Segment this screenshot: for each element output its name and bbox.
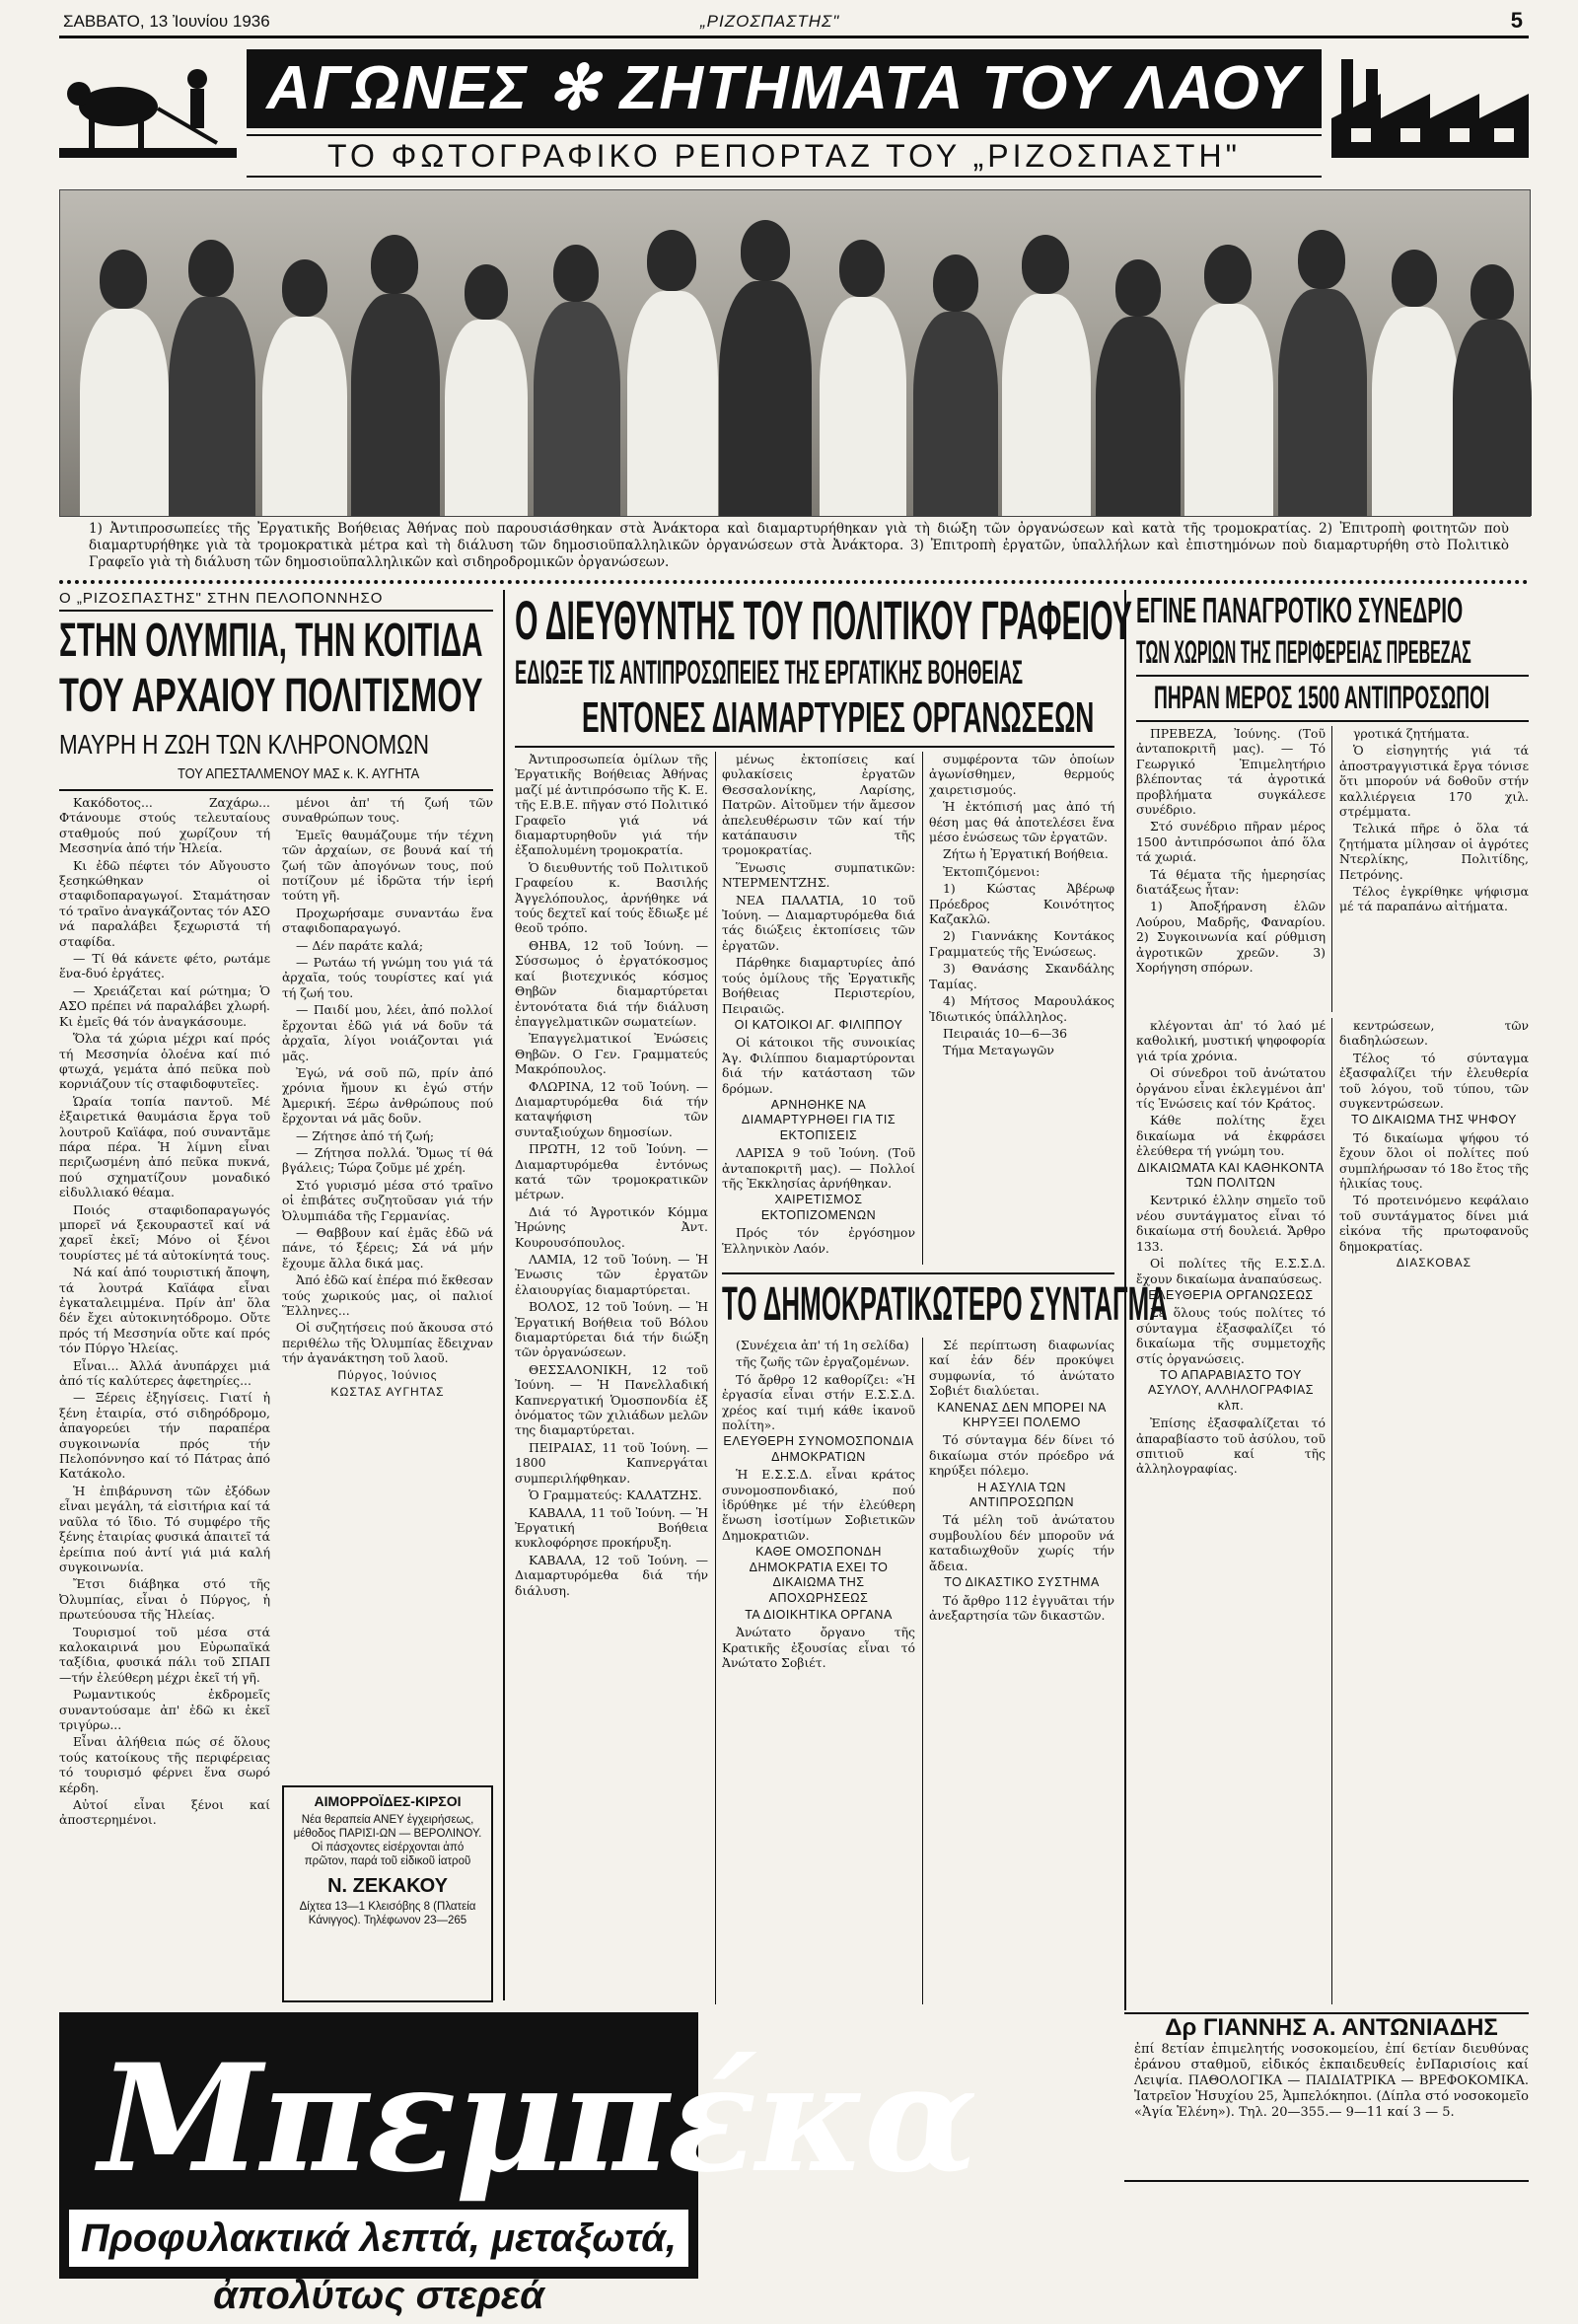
paragraph: Πρός τόν ἐργόσημον Ἑλληνικὸν Λαόν. — [722, 1225, 915, 1256]
paragraph: τῆς ζωῆς τῶν ἐργαζομένων. — [736, 1354, 910, 1370]
paragraph: Ἡ ἐκτόπισή μας ἀπό τή θέση μας θά ἀποτελέσει ἕνα μέσο ἑνώσεως τῶν ἐργατῶν. — [929, 799, 1114, 845]
article1-kicker: Ο „ΡΙΖΟΣΠΑΣΤΗΣ" ΣΤΗΝ ΠΕΛΟΠΟΝΝΗΣΟ — [59, 590, 384, 607]
subheading: ΔΙΚΑΙΩΜΑΤΑ ΚΑΙ ΚΑΘΗΚΟΝΤΑ ΤΩΝ ΠΟΛΙΤΩΝ — [1137, 1160, 1325, 1191]
paragraph: Πάρθηκε διαμαρτυρίες ἀπό τούς ὁμίλους τῆς Ἐργατικῆς Βοήθειας Περιστερίου, Πειραιῶς. — [722, 955, 915, 1016]
farmer-plowing-illustration — [59, 49, 237, 158]
paragraph: ΚΑΒΑΛΑ, 11 τοῦ Ἰούνη. — Ἡ Ἐργατική Βοήθεια κυκλοφόρησε προκήρυξη. — [515, 1504, 708, 1551]
article2-headline-box-3 — [582, 693, 1095, 742]
paragraph: κλέγονται ἀπ' τό λαό μέ καθολική, μυστική ψηφοφορία γιά τρία χρόνια. — [1136, 1018, 1326, 1063]
ad-bebeka-tagline: Προφυλακτικά λεπτά, μεταξωτά, ἀπολύτως στερεά — [69, 2210, 688, 2267]
paragraph: Κακόδοτος... Ζαχάρω... Φτάνουμε στούς τελευταίους σταθμούς πού χωρίζουν τή Μεσσηνία ἀπό τήν Ἠλεία. — [59, 795, 270, 856]
paragraph: Ἐπαγγελματικοί Ἐνώσεις Θηβῶν. Ο Γεν. Γραμματεύς Μακρόπουλος. — [515, 1031, 708, 1077]
article1-column-2 — [282, 795, 493, 1772]
group-photograph — [59, 189, 1531, 517]
paragraph: ΛΑΡΙΣΑ 9 τοῦ Ἰούνη. (Τοῦ ἀνταποκριτῆ μας). — Πολλοί τῆς Ἐκκλησίας ἀρνήθηκαν. — [722, 1145, 915, 1191]
paragraph: 1) Ἀποξήρανση ἑλῶν Λούρου, Μαδρῆς, Φαναρίου. 2) Συγκοινωνία καί ρύθμιση ἀγροτικῶν χρεῶν. 3) Χορήγηση σπόρων. — [1136, 899, 1326, 976]
paragraph: ΚΑΝΕΝΑΣ ΔΕΝ ΜΠΟΡΕΙ ΝΑ ΚΗΡΥΞΕΙ ΠΟΛΕΜΟ — [937, 1400, 1107, 1430]
paragraph: Προχωρήσαμε συναντάω ἕνα σταφιδοπαραγωγό. — [282, 905, 493, 936]
column-rule — [922, 1338, 923, 2004]
article3-headline-box-2 — [1136, 633, 1529, 671]
paragraph: — Παιδί μου, λέει, ἀπό πολλοί ἔρχονται ἐδῶ γιά νά δοῦν τά ἀρχαῖα, λίγοι νοιάζονται γιά μᾶς. — [282, 1002, 493, 1063]
article4-column-1 — [722, 1338, 915, 2004]
paragraph: Εἶναι ἀλήθεια πώς σέ ὅλους τούς κατοίκους τῆς περιφέρειας τό τουρισμό φέρνει ἕνα σωρό κέρδη. — [59, 1734, 270, 1795]
paragraph: Ὁ διευθυντής τοῦ Πολιτικοῦ Γραφείου κ. Βασιλής Ἀγγελόπουλος, ἀρνήθηκε νά τούς δεχτεῖ καί τούς ἔδιωξε μέ θεοῦ τρόπο. — [515, 859, 708, 936]
paragraph: ΒΟΛΟΣ, 12 τοῦ Ἰούνη. — Ἡ Ἐργατική Βοήθεια τοῦ Βόλου διαμαρτύρεται διά τήν διώξη τῶν ὀργανώσεων. — [515, 1299, 708, 1360]
article3-column-3 — [1136, 1018, 1326, 2004]
paragraph: Οἱ σύνεδροι τοῦ ἀνώτατου ὀργάνου εἶναι ἐκλεγμένοι ἀπ' τίς Ἑνώσεις καί τόν Κράτος. — [1136, 1065, 1326, 1112]
column-rule — [1331, 1018, 1332, 2004]
paragraph: κεντρώσεων, τῶν διαδηλώσεων. — [1339, 1018, 1529, 1049]
paragraph: — Ζήτησε ἀπό τή ζωή; — [296, 1127, 434, 1143]
article2-headline-box-2 — [515, 653, 1114, 692]
paragraph: ΚΑΘΕ ΟΜΟΣΠΟΝΔΗ ΔΗΜΟΚΡΑΤΙΑ ΕΧΕΙ ΤΟ ΔΙΚΑΙΩΜΑ ΤΗΣ ΑΠΟΧΩΡΗΣΕΩΣ — [749, 1545, 889, 1605]
paragraph: ΧΑΙΡΕΤΙΣΜΟΣ ΕΚΤΟΠΙΖΟΜΕΝΩΝ — [760, 1193, 877, 1222]
article4-headline: ΤΟ ΔΗΜΟΚΡΑΤΙΚΩΤΕΡΟ ΣΥΝΤΑΓΜΑ — [722, 1278, 1168, 1331]
paragraph: Στό γυρισμό μέσα στό τραῖνο οἱ ἐπιβάτες συζητοῦσαν γιά τήν Ὀλυμπιάδα τῆς Γερμανίας. — [282, 1177, 493, 1223]
paragraph: Ἀνώτατο ὄργανο τῆς Κρατικῆς ἐξουσίας εἶναι τό Ἀνώτατο Σοβιέτ. — [722, 1625, 915, 1671]
article1-subheadline: ΜΑΥΡΗ Η ΖΩΗ ΤΩΝ ΚΛΗΡΟΝΟΜΩΝ — [59, 729, 430, 760]
paragraph: 2) Γιαννάκης Κοντάκος Γραμματεύς τῆς Ἐνώσεως. — [929, 928, 1114, 959]
paragraph: ΤΟ ΔΙΚΑΣΤΙΚΟ ΣΥΣΤΗΜΑ — [944, 1575, 1100, 1590]
article2-column-3 — [929, 752, 1114, 1265]
paragraph: Τουρισμοί τοῦ μέσα στά καλοκαιρινά μου Εὐρωπαϊκά ταξίδια, φυσικά πάλι τοῦ ΣΠΑΠ —τήν ἐλεύθερη μέχρι ἐκεῖ τή γῆ. — [59, 1624, 270, 1685]
paragraph: Ποιός σταφιδοπαραγωγός μπορεῖ νά ξεκουραστεῖ καί νά χαρεῖ ἐκεῖ; Μόνο οἱ ξένοι τουρίστες μέ τά αὐτοκίνητά τους. — [59, 1201, 270, 1263]
paragraph: ΠΕΙΡΑΙΑΣ, 11 τοῦ Ἰούνη. — 1800 Καπνεργάται συμπεριλήφθηκαν. — [515, 1439, 708, 1486]
ad-doctor — [1134, 2014, 1529, 2178]
paragraph: Ἐκτοπιζόμενοι: — [943, 863, 1040, 879]
paragraph: ΚΑΒΑΛΑ, 12 τοῦ Ἰούνη. — Διαμαρτυρόμεθα διά τήν διάλυση. — [515, 1552, 708, 1598]
paragraph: Ἐπίσης ἐξασφαλίζεται τό ἀπαραβίαστο τοῦ ἀσύλου, τοῦ σπιτιοῦ καί τῆς ἀλληλογραφίας. — [1136, 1416, 1326, 1477]
article3-column-4 — [1339, 1018, 1529, 2004]
paragraph: Ἐμεῖς θαυμάζουμε τήν τέχνη τῶν ἀρχαίων, σε βουνά καί τή ζωή τῶν ἀπογόνων τους, πού ποτίζουν μέ ἱδρῶτα τήν ἱερή τούτη γῆ. — [282, 827, 493, 904]
rule — [1136, 720, 1529, 722]
paragraph: Τό ἄρθρο 12 καθορίζει: «Ἡ ἐργασία εἶναι στήν Ε.Σ.Σ.Δ. χρέος καί τιμή κάθε ἱκανοῦ πολίτη». — [722, 1371, 915, 1433]
paragraph: ΤΑ ΔΙΟΙΚΗΤΙΚΑ ΟΡΓΑΝΑ — [745, 1607, 893, 1622]
paragraph: μένως ἐκτοπίσεις καί φυλακίσεις ἐργατῶν Θεσσαλονίκης, Λαρίσης, Πατρῶν. Αἰτοῦμεν τήν ἄμεσον ἀπελευθέρωσιν τῶν καί τήν κατάπαυσιν τῆς τρομοκρατίας. — [722, 752, 915, 858]
paragraph: ΚΩΣΤΑΣ ΑΥΓΗΤΑΣ — [330, 1385, 445, 1400]
ad-hemorrhoids — [282, 1785, 493, 2002]
photo-caption: 1) Ἀντιπροσωπείες τῆς Ἐργατικῆς Βοήθειας Ἀθήνας ποὺ παρουσιάσθηκαν στὰ Ἀνάκτορα καὶ διαμαρτυρήθηκαν γιὰ τὴ διώξη τῶν ὀργανώσεων καὶ κατὰ τῆς τρομοκρατίας. 2) Ἐπιτροπὴ φοιτητῶν ποὺ διαμαρτυρήθηκε γιὰ τὰ τρομοκρατικὰ μέτρα καὶ τὴ διάλυση τῶν δημοσιοϋπαλληλικῶν ὀργανώσεων στὰ Ἀνάκτορα. 3) Ἐπιτροπὴ ἐργατῶν, ὑπαλλήλων καὶ ἐπιστημόνων ποὺ διαμαρτυρήθη στὸ Πολιτικὸ Γραφεῖο γιὰ τὴ διάλυση τῶν δημοσιοϋπαλληλικῶν καὶ σιδηροδρομικῶν ὀργανώσεων. — [89, 521, 1509, 570]
rule — [1136, 675, 1529, 677]
paragraph: Ἕνωσις συμπατικῶν: ΝΤΕΡΜΕΝΤΖΗΣ. — [722, 859, 915, 891]
paragraph: Τό δικαίωμα ψήφου τό ἔχουν ὅλοι οἱ πολίτες πού συμπλήρωσαν τό 18ο ἔτος τῆς ἡλικίας τους. — [1339, 1129, 1529, 1192]
article1-headline-box — [59, 614, 493, 669]
article2-headline: Ο ΔΙΕΥΘΥΝΤΗΣ ΤΟΥ ΠΟΛΙΤΙΚΟΥ ΓΡΑΦΕΙΟΥ — [515, 589, 1132, 651]
paragraph: Κάθε πολίτης ἔχει δικαίωμα νά ἐκφράσει ἐλεύθερα τή γνώμη του. — [1136, 1113, 1326, 1159]
article3-column-1 — [1136, 726, 1326, 1012]
paragraph: Ἀπό ἐδῶ καί ἐπέρα πιό ἔκθεσαν τούς χωρικούς μας, οἱ παλιοί Ἕλληνες... — [282, 1272, 493, 1318]
article1-subheadline-box — [59, 728, 493, 762]
subheading: ΕΛΕΥΘΕΡΙΑ ΟΡΓΑΝΩΣΕΩΣ — [1148, 1287, 1314, 1302]
paragraph: Τελικά πῆρε ὁ ὅλα τά ζητήματα μίλησαν οἱ ἀγρότες Ντερλίκης, Πολιτίδης, Πετρόνης. — [1339, 821, 1529, 882]
ad-hemorrhoids-address: Δίχτεα 13—1 Κλεισόβης 8 (Πλατεία Κάνιγγος). Τηλέφωνον 23—265 — [299, 1901, 476, 1926]
paragraph: ΛΑΜΙΑ, 12 τοῦ Ἰούνη. — Ἡ Ἐνωσις τῶν ἐργατῶν ἐλαιουργίας διαμαρτύρεται. — [515, 1252, 708, 1297]
paragraph: Τέλος ἐγκρίθηκε ψήφισμα μέ τά παραπάνω αἰτήματα. — [1339, 884, 1529, 914]
paragraph: 4) Μήτσος Μαρουλάκος Ἰδιωτικός ὑπάλληλος. — [929, 993, 1114, 1024]
paper-name: „ΡΙΖΟΣΠΑΣΤΗΣ" — [700, 12, 840, 31]
paragraph: Νά καί ἀπό τουριστική ἄποψη, τά λουτρά Καϊάφα εἶναι ἐγκαταλειμμένα. Πρίν ἀπ' ὅλα δέν ἔχει αὐτοκινητόδρομο. Οὔτε πρός τή Μεσσηνία οὔτε καί πρός τόν Πύργο Ἠλείας. — [59, 1265, 270, 1356]
paragraph: Ὁ Γραμματεύς: ΚΑΛΑΤΖΗΣ. — [529, 1488, 702, 1503]
paragraph: Σέ ὅλους τούς πολίτες τό σύνταγμα ἐξασφαλίζει τό δικαίωμα τῆς συμμετοχῆς στίς ὀργανώσεις. — [1136, 1305, 1326, 1366]
factory-illustration — [1331, 49, 1529, 158]
column-rule — [503, 590, 505, 2000]
section-subtitle: ΤΟ ΦΩΤΟΓΡΑΦΙΚΟ ΡΕΠΟΡΤΑΖ ΤΟΥ „ΡΙΖΟΣΠΑΣΤΗ" — [247, 134, 1322, 178]
column-rule — [715, 752, 716, 2004]
ad-hemorrhoids-doctor: Ν. ΖΕΚΑΚΟΥ — [327, 1875, 448, 1897]
paragraph: ΑΡΝΗΘΗΚΕ ΝΑ ΔΙΑΜΑΡΤΥΡΗΘΕΙ ΓΙΑ ΤΙΣ ΕΚΤΟΠΙΣΕΙΣ — [741, 1097, 897, 1142]
ad-hemorrhoids-title: ΑΙΜΟΡΡΟΪΔΕΣ-ΚΙΡΣΟΙ — [314, 1793, 462, 1809]
ad-doctor-text: ἐπί 8ετίαν ἐπιμελητής νοσοκομείου, ἐπί 6ετίαν διευθύνας ἐράνου σταθμοῦ, εἰδικός ἐκπαιδευθείς ἐνΠαρισίοις καί Λειψία. ΠΑΘΟΛΟΓΙΚΑ — ΠΑΙΔΙΑΤΡΙΚΑ — ΒΡΕΦΟΚΟΜΙΚΑ. Ἰατρεῖον Ἡσυχίου 25, Ἀμπελόκηποι. (Δίπλα στό νοσοκομεῖο «Ἁγία Ἑλένη»). Τηλ. 20—355.— 9—11 καί 3 — 5. — [1134, 2042, 1529, 2120]
section-title: ΑΓΩΝΕΣ ✻ ΖΗΤΗΜΑΤΑ ΤΟΥ ΛΑΟΥ — [247, 49, 1322, 128]
article1-byline-box — [178, 765, 493, 785]
paragraph: Σέ περίπτωση διαφωνίας καί ἐάν δέν προκύψει συμφωνία, τό ἀνώτατο Σοβιέτ διαλύεται. — [929, 1338, 1114, 1399]
column-rule — [1124, 590, 1126, 2010]
ad-hemorrhoids-text: Νέα θεραπεία ΑΝΕΥ ἐγχειρήσεως, μέθοδος ΠΑΡΙΣΙ-ΩΝ — ΒΕΡΟΛΙΝΟΥ. Οἱ πάσχοντες εἰσέρχονται ἀπό πρῶτον, παρά τοῦ εἰδικοῦ ἰατροῦ — [293, 1814, 482, 1867]
paragraph: ΠΡΕΒΕΖΑ, Ἰούνης. (Τοῦ ἀνταποκριτῆ μας). — Τό Γεωργικό Ἐπιμελητήριο βλέποντας τά ἀγροτικά προβλήματα συγκάλεσε συνέδριο. — [1136, 726, 1326, 818]
issue-date: ΣΑΒΒΑΤΟ, 13 Ἰουνίου 1936 — [63, 12, 270, 31]
paragraph: Τά θέματα τῆς ἡμερησίας διατάξεως ἦταν: — [1136, 866, 1326, 898]
rule — [722, 1272, 1114, 1274]
article1-headline-box-2 — [59, 669, 493, 724]
paragraph: Τά μέλη τοῦ ἀνώτατου συμβουλίου δέν μποροῦν νά καταδιωχθοῦν χωρίς τήν ἄδεια. — [929, 1512, 1114, 1573]
paragraph: ΘΗΒΑ, 12 τοῦ Ἰούνη. — Σύσσωμος ὁ ἐργατόκοσμος καί βιοτεχνικός κόσμος Θηβῶν διαμαρτύρεται ἐντονότατα διά τήν διάλυση ἐπαγγελματικῶν σωματείων. — [515, 937, 708, 1029]
paragraph: Τέλος τό σύνταγμα ἐξασφαλίζει τήν ἐλευθερία τοῦ λόγου, τοῦ τύπου, τῶν συγκεντρώσεων. — [1339, 1050, 1529, 1112]
section-masthead — [59, 43, 1529, 182]
column-rule — [922, 752, 923, 1265]
article3-headline-2: ΤΩΝ ΧΩΡΙΩΝ ΤΗΣ ΠΕΡΙΦΕΡΕΙΑΣ ΠΡΕΒΕΖΑΣ — [1136, 634, 1471, 670]
paragraph: Η ΑΣΥΛΙΑ ΤΩΝ ΑΝΤΙΠΡΟΣΩΠΩΝ — [968, 1480, 1075, 1510]
paragraph: Εἶναι... Ἀλλά ἀνυπάρχει μιά ἀπό τίς καλύτερες ἀφετηρίες... — [59, 1357, 270, 1389]
subheading: ΤΟ ΑΠΑΡΑΒΙΑΣΤΟ ΤΟΥ ΑΣΥΛΟΥ, ΑΛΛΗΛΟΓΡΑΦΙΑΣ κλπ. — [1147, 1367, 1315, 1413]
rule — [515, 746, 1114, 748]
paragraph: Οἱ πολίτες τῆς Ε.Σ.Σ.Δ. ἔχουν δικαίωμα ἀναπαύσεως. — [1136, 1256, 1326, 1286]
paragraph: ΟΙ ΚΑΤΟΙΚΟΙ ΑΓ. ΦΙΛΙΠΠΟΥ — [734, 1017, 903, 1032]
paragraph: Κι ἐδῶ πέφτει τόν Αὔγουστο ξεσηκώθηκαν οἱ σταφιδοπαραγωγοί. Σταμάτησαν τό τραῖνο ἀναγκάζοντας τόν ΑΣΟ νά παραλάβει ξεχωριστά τή σταφίδα. — [59, 857, 270, 949]
article4-column-2 — [929, 1338, 1114, 2004]
paragraph: ΠΡΩΤΗ, 12 τοῦ Ἰούνη. — Διαμαρτυρόμεθα ἐντόνως κατά τῶν τρομοκρατικῶν μέτρων. — [515, 1141, 708, 1202]
paragraph: Στό συνέδριο πῆραν μέρος 1500 ἀντιπρόσωποι ἀπό ὅλα τά χωριά. — [1136, 819, 1326, 865]
rule — [59, 789, 493, 791]
rule — [59, 610, 493, 612]
subheading: ΔΙΑΣΚΟΒΑΣ — [1396, 1256, 1472, 1271]
paragraph: Τό προτεινόμενο κεφάλαιο τοῦ συντάγματος δίνει μιά εἰκόνα τῆς πρωτοφανοῦς δημοκρατίας. — [1339, 1193, 1529, 1254]
paragraph: Διά τό Ἀγροτικόν Κόμμα Ἠρώνης Ἀντ. Κουρουσόπουλος. — [515, 1203, 708, 1250]
paragraph: Ἐγώ, νά σοῦ πῶ, πρίν ἀπό χρόνια ἤμουν κι ἐγώ στήν Ἀμερική. Ξέρω ἀνθρώπους πού ἔρχονται νά μᾶς δοῦν. — [282, 1064, 493, 1126]
paragraph: 3) Θανάσης Σκανδάλης Ταμίας. — [929, 961, 1114, 991]
article3-headline-3: ΠΗΡΑΝ ΜΕΡΟΣ 1500 ΑΝΤΙΠΡΟΣΩΠΟΙ — [1154, 680, 1490, 715]
subheading: ΤΟ ΔΙΚΑΙΩΜΑ ΤΗΣ ΨΗΦΟΥ — [1350, 1113, 1517, 1127]
article1-byline: ΤΟΥ ΑΠΕΣΤΑΛΜΕΝΟΥ ΜΑΣ κ. Κ. ΑΥΓΗΤΑ — [178, 765, 420, 782]
paragraph: — Τί θά κάνετε φέτο, ρωτάμε ἕνα-δυό ἐργάτες. — [59, 951, 270, 981]
article1-headline-2: ΤΟΥ ΑΡΧΑΙΟΥ ΠΟΛΙΤΙΣΜΟΥ — [59, 670, 483, 722]
paragraph: — Θαββουν καί ἐμᾶς ἐδῶ νά πάνε, τό ξέρεις; Σά νά μήν ἔχουμε ἄλλα δικά μας. — [282, 1224, 493, 1271]
paragraph: — Ξέρεις ἐξηγίσεις. Γιατί ἡ ξένη ἑταιρία, στό σιδηρόδρομο, ἀπαγορεύει τήν παραπέρα συγκοινωνία πρός τήν Πελοπόννησο καί τό Πάτρας ἀπό Κατάκολο. — [59, 1390, 270, 1482]
paragraph: Κεντρικό ἑλλην σημεῖο τοῦ νέου συντάγματος εἶναι τό δικαίωμα στή δουλειά. Ἄρθρο 133. — [1136, 1193, 1326, 1254]
paragraph: Ὁ εἰσηγητής γιά τά ἀποστραγγιστικά ἔργα τόνισε ὅτι μπορούν νά δοθοῦν στήν καλλιέργεια 170 χιλ. στρέμματα. — [1339, 743, 1529, 820]
article3-headline-box-3 — [1154, 679, 1529, 716]
article1-column-1 — [59, 795, 270, 2000]
page-number: 5 — [1510, 8, 1523, 33]
paragraph: Πύργος, Ἰούνιος — [337, 1367, 438, 1382]
article2-headline-3: ΕΝΤΟΝΕΣ ΔΙΑΜΑΡΤΥΡΙΕΣ ΟΡΓΑΝΩΣΕΩΝ — [582, 693, 1095, 742]
newspaper-page — [59, 0, 1529, 2317]
paragraph: Ὅλα τά χώρια μέχρι καί πρός τή Μεσσηνία ὁλοένα καί πιό φτωχά, γεμάτα ἀπό πεῦκα ποὺ κορνιάζουν τίς σταφιδοφυτεῖες. — [59, 1031, 270, 1092]
paragraph: Ἔτσι διάβηκα στό τῆς Ὀλυμπίας, εἶναι ὁ Πύργος, ἡ πρωτεύουσα τῆς Ἠλείας. — [59, 1576, 270, 1623]
paragraph: Ὡραία τοπία παντοῦ. Μέ ἐξαιρετικά θαυμάσια ἔργα τοῦ λουτροῦ Καϊάφα, πού συναντᾶμε πάρα πέρα. Ἡ λίμνη εἶναι περιζωσμένη ἀπό πεῦκα πυκνά, πού σχηματίζουν μοναδικό εἰδυλλιακό θέαμα. — [59, 1093, 270, 1200]
paragraph: ΘΕΣΣΑΛΟΝΙΚΗ, 12 τοῦ Ἰούνη. — Ἡ Πανελλαδική Καπνεργατική Ὁμοσπονδία ἐξ ὀνόματος τῶν χιλιάδων μελῶν της διαμαρτύρεται. — [515, 1361, 708, 1438]
paragraph: 1) Κώστας Ἀβέρωφ Πρόεδρος Κοινότητος Καζακλῶ. — [929, 881, 1114, 927]
article3-headline-box — [1136, 590, 1529, 631]
paragraph: ΝΕΑ ΠΑΛΑΤΙΑ, 10 τοῦ Ἰούνη. — Διαμαρτυρόμεθα διά τάς διώξεις ἐκτοπίσεις τῶν ἐργατῶν. — [722, 892, 915, 953]
article2-headline-box — [515, 589, 1132, 651]
paragraph: ΕΛΕΥΘΕΡΗ ΣΥΝΟΜΟΣΠΟΝΔΙΑ ΔΗΜΟΚΡΑΤΙΩΝ — [723, 1434, 914, 1464]
paragraph: — Ζήτησα πολλά. Ὅμως τί θά βγάλεις; Τώρα ζοῦμε μέ χρέη. — [282, 1144, 493, 1176]
paragraph: Ἡ ἐπιβάρυνση τῶν ἐξόδων εἶναι μεγάλη, τά εἰσιτήρια καί τά ναῦλα τό ἴδιο. Τό συμφέρο τῆς ξένης ἑταιρίας φυσικά ἀπαιτεῖ τά ἐρείπια πού ἀντί γιά μιά καλή συγκοινωνία. — [59, 1483, 270, 1574]
paragraph: (Συνέχεια ἀπ' τή 1η σελίδα) — [736, 1338, 909, 1352]
ad-bebeka-brand: Μπεμπέκα — [99, 2032, 976, 2206]
ad-doctor-name: Δρ ΓΙΑΝΝΗΣ Α. ΑΝΤΩΝΙΑΔΗΣ — [1165, 2014, 1498, 2041]
article4-headline-box — [722, 1278, 1168, 1332]
article1-headline: ΣΤΗΝ ΟΛΥΜΠΙΑ, ΤΗΝ ΚΟΙΤΙΔΑ — [59, 615, 483, 667]
article3-column-2 — [1339, 726, 1529, 1012]
column-rule — [1331, 726, 1332, 1012]
paragraph: Ρωμαντικούς ἐκδρομεῖς συναντούσαμε ἀπ' ἐδῶ κι ἐκεῖ τριγύρω... — [59, 1687, 270, 1732]
paragraph: γροτικά ζητήματα. — [1353, 726, 1470, 741]
article3-headline: ΕΓΙΝΕ ΠΑΝΑΓΡΟΤΙΚΟ ΣΥΝΕΔΡΙΟ — [1136, 590, 1464, 630]
paragraph: — Ρωτάω τή γνώμη του γιά τά ἀρχαῖα, τούς τουρίστες καί γιά τή ζωή του. — [282, 955, 493, 1000]
paragraph: Τό ἄρθρο 112 ἐγγυᾶται τήν ἀνεξαρτησία τῶν δικαστῶν. — [929, 1592, 1114, 1623]
paragraph: μένοι ἀπ' τή ζωή τῶν συναθρώπων τους. — [282, 795, 493, 826]
paragraph: συμφέροντα τῶν ὁποίων ἀγωνίσθημεν, θερμούς χαιρετισμούς. — [929, 752, 1114, 797]
paragraph: Ἀντιπροσωπεία ὁμίλων τῆς Ἐργατικῆς Βοήθειας Ἀθήνας μαζί μέ ἀντιπρόσωπο τῆς Κ. Ε. τῆς Ε.Β.Ε. πῆγαν στό Πολιτικό Γραφεῖο γιά νά διαμαρτυρηθοῦν γιά τήν ἐξαπολυμένη τρομοκρατία. — [515, 752, 708, 858]
running-head — [59, 8, 1529, 38]
article2-headline-2: ΕΔΙΩΞΕ ΤΙΣ ΑΝΤΙΠΡΟΣΩΠΕΙΕΣ ΤΗΣ ΕΡΓΑΤΙΚΗΣ ΒΟΗΘΕΙΑΣ — [515, 654, 1024, 691]
paragraph: Ζήτω ἡ Ἐργατική Βοήθεια. — [943, 846, 1109, 862]
ad-bebeka — [59, 2012, 976, 2317]
paragraph: Οἱ κάτοικοι τῆς συνοικίας Ἁγ. Φιλίππου διαμαρτύρονται διά τήν κατάσταση τῶν δρόμων. — [722, 1035, 915, 1096]
paragraph: Ἡ Ε.Σ.Σ.Δ. εἶναι κράτος συνομοσπονδιακό, πού ἱδρύθηκε μέ τήν ἐλεύθερη ἕνωση ἰσοτίμων Σοβιετικῶν Δημοκρατιῶν. — [722, 1467, 915, 1543]
paragraph: ΦΛΩΡΙΝΑ, 12 τοῦ Ἰούνη. — Διαμαρτυρόμεθα διά τήν καταψήφιση τῶν συνταξιούχων δημοσίων. — [515, 1078, 708, 1139]
article2-column-2 — [722, 752, 915, 1265]
paragraph: — Χρειάζεται καί ρώτημα; Ὁ ΑΣΟ πρέπει νά παραλάβει χλωρή. Κι ἐμεῖς θά τόν ἀναγκάσουμε. — [59, 982, 270, 1029]
paragraph: — Δέν παράτε καλά; — [296, 937, 424, 953]
paragraph: Τό σύνταγμα δέν δίνει τό δικαίωμα στόν πρόεδρο νά κηρύξει πόλεμο. — [929, 1432, 1114, 1479]
section-divider — [59, 580, 1529, 584]
paragraph: Αὐτοί εἶναι ξένοι καί ἀποστερημένοι. — [59, 1797, 270, 1828]
article2-column-1 — [515, 752, 708, 2004]
paragraph: Οἱ συζητήσεις πού ἄκουσα στό περιθέλω τῆς Ὀλυμπίας ἔδειχναν τήν ἀγανάκτηση τοῦ λαοῦ. — [282, 1320, 493, 1366]
rule — [1124, 2180, 1529, 2182]
paragraph: Τήμα Μεταγωγῶν — [943, 1043, 1054, 1058]
paragraph: Πειραιάς 10—6—36 — [943, 1025, 1068, 1041]
